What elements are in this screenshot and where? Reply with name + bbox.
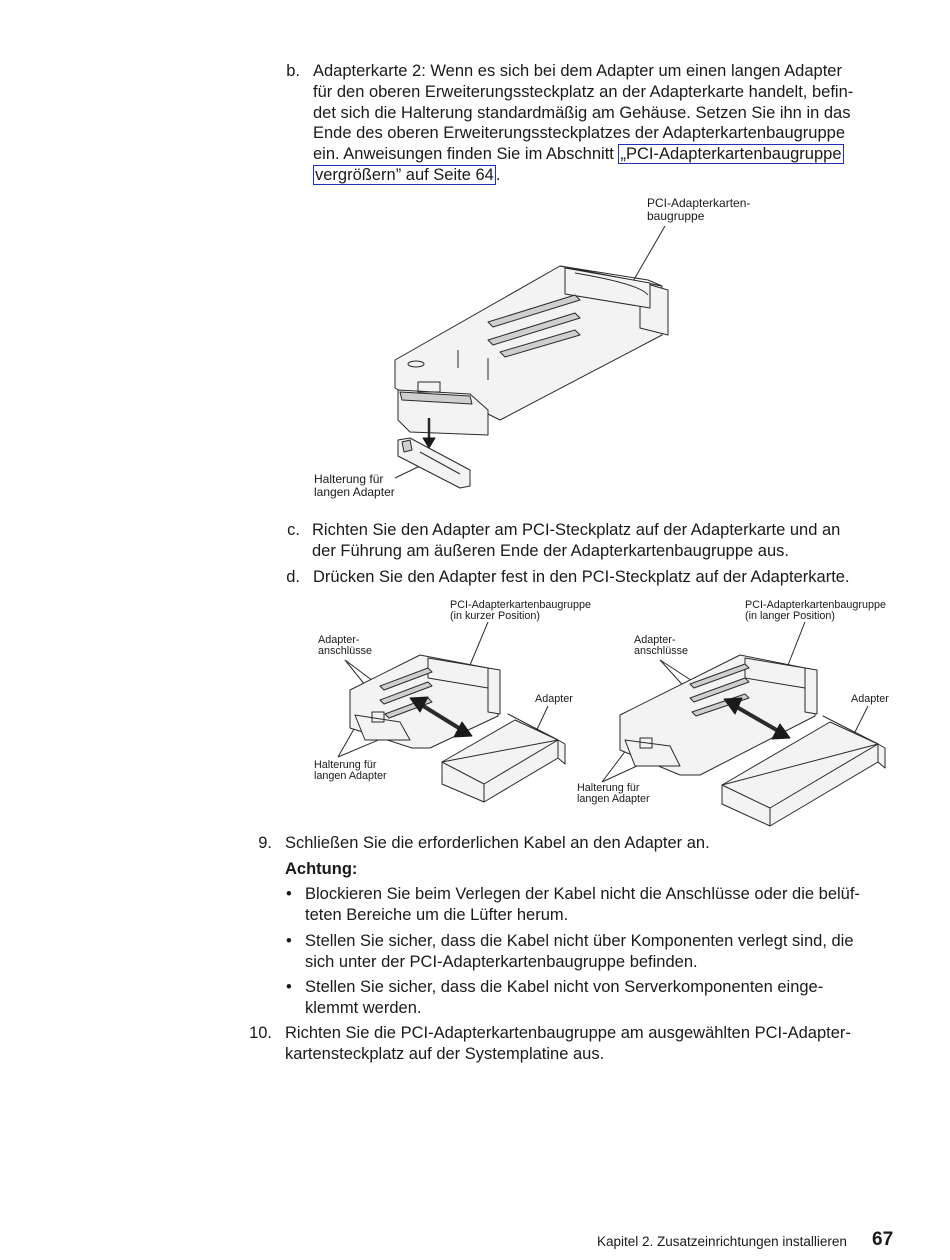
page-number: 67 xyxy=(872,1229,894,1250)
label-line: Halterung für xyxy=(314,472,384,486)
bullet-icon: • xyxy=(286,932,292,950)
text-line: Stellen Sie sicher, dass die Kabel nicht über Komponenten verlegt sind, die xyxy=(305,932,854,950)
right-panel-drawing xyxy=(602,622,885,826)
left-panel-drawing xyxy=(338,622,565,802)
label-adapter: Adapter xyxy=(535,693,573,705)
label-line: PCI-Adapterkarten- xyxy=(647,196,751,210)
label-line: Halterung für xyxy=(577,782,640,794)
label-line: langen Adapter xyxy=(314,484,395,499)
text-line: klemmt werden. xyxy=(305,998,422,1017)
label-adapter: Adapter xyxy=(851,693,889,705)
chapter-title: Kapitel 2. Zusatzeinrichtungen installieren xyxy=(597,1234,847,1249)
text-line: sich unter der PCI-Adapterkartenbaugruppe befinden. xyxy=(305,952,698,971)
text-line: Ende des oberen Erweiterungssteckplatzes der Adapterkartenbaugruppe xyxy=(313,124,846,143)
leader-line xyxy=(470,622,488,665)
label-line: (in langer Position) xyxy=(745,610,836,622)
label-line: Adapter- xyxy=(318,634,360,646)
text-line: der Führung am äußeren Ende der Adapterkartenbaugruppe aus. xyxy=(312,541,789,560)
step-text: Drücken Sie den Adapter fest in den PCI-Steckplatz auf der Adapterkarte. xyxy=(313,568,850,586)
list-item-text xyxy=(305,977,905,1019)
step-text: Schließen Sie die erforderlichen Kabel an den Adapter an. xyxy=(285,834,710,852)
label-line: langen Adapter xyxy=(577,793,650,805)
step-text xyxy=(285,1023,905,1065)
text-line: für den oberen Erweiterungssteckplatz an der Adapterkarte handelt, befin- xyxy=(313,82,854,101)
text-line: Stellen Sie sicher, dass die Kabel nicht von Serverkomponenten einge- xyxy=(305,978,824,996)
text-line: kartensteckplatz auf der Systemplatine aus. xyxy=(285,1044,605,1063)
step-marker: b. xyxy=(286,62,300,80)
cross-reference-link-continued[interactable]: vergrößern” auf Seite 64 xyxy=(315,165,494,184)
text-line: Richten Sie die PCI-Adapterkartenbaugruppe am ausgewählten PCI-Adapter- xyxy=(285,1024,851,1042)
label-line: langen Adapter xyxy=(314,770,387,782)
label-line: Halterung für xyxy=(314,759,377,771)
step-marker: c. xyxy=(287,521,300,539)
text-line: Richten Sie den Adapter am PCI-Steckplatz auf der Adapterkarte und an xyxy=(312,521,841,539)
cross-reference-link[interactable]: „PCI-Adapterkartenbaugruppe xyxy=(620,145,842,164)
text-fragment: ein. Anweisungen finden Sie im Abschnitt xyxy=(313,145,619,164)
label-line: anschlüsse xyxy=(318,645,373,657)
leader-line xyxy=(788,622,805,665)
list-item-text xyxy=(305,884,905,926)
text-line: Adapterkarte 2: Wenn es sich bei dem Adapter um einen langen Adapter xyxy=(313,62,842,80)
bullet-icon: • xyxy=(286,885,292,903)
bullet-icon: • xyxy=(286,978,292,996)
label-line: PCI-Adapterkartenbaugruppe xyxy=(745,599,887,611)
label-line: (in kurzer Position) xyxy=(450,610,541,622)
list-item-text xyxy=(305,931,905,973)
riser-back-plate xyxy=(488,668,500,714)
step-marker: d. xyxy=(286,568,300,586)
attention-heading: Achtung: xyxy=(285,860,358,878)
text-line: det sich die Halterung standardmäßig am Gehäuse. Setzen Sie ihn in das xyxy=(313,103,851,122)
step-marker: 9. xyxy=(258,834,272,852)
riser-back-plate xyxy=(805,668,817,714)
label-line: baugruppe xyxy=(647,208,705,223)
step-marker: 10. xyxy=(249,1024,272,1042)
text-line: teten Bereiche um die Lüfter herum. xyxy=(305,905,569,924)
text-line: Blockieren Sie beim Verlegen der Kabel nicht die Anschlüsse oder die belüf- xyxy=(305,885,860,903)
label-line: Adapter- xyxy=(634,634,676,646)
label-line: anschlüsse xyxy=(634,645,689,657)
text-fragment: . xyxy=(495,165,501,184)
label-line: PCI-Adapterkartenbaugruppe xyxy=(450,599,592,611)
